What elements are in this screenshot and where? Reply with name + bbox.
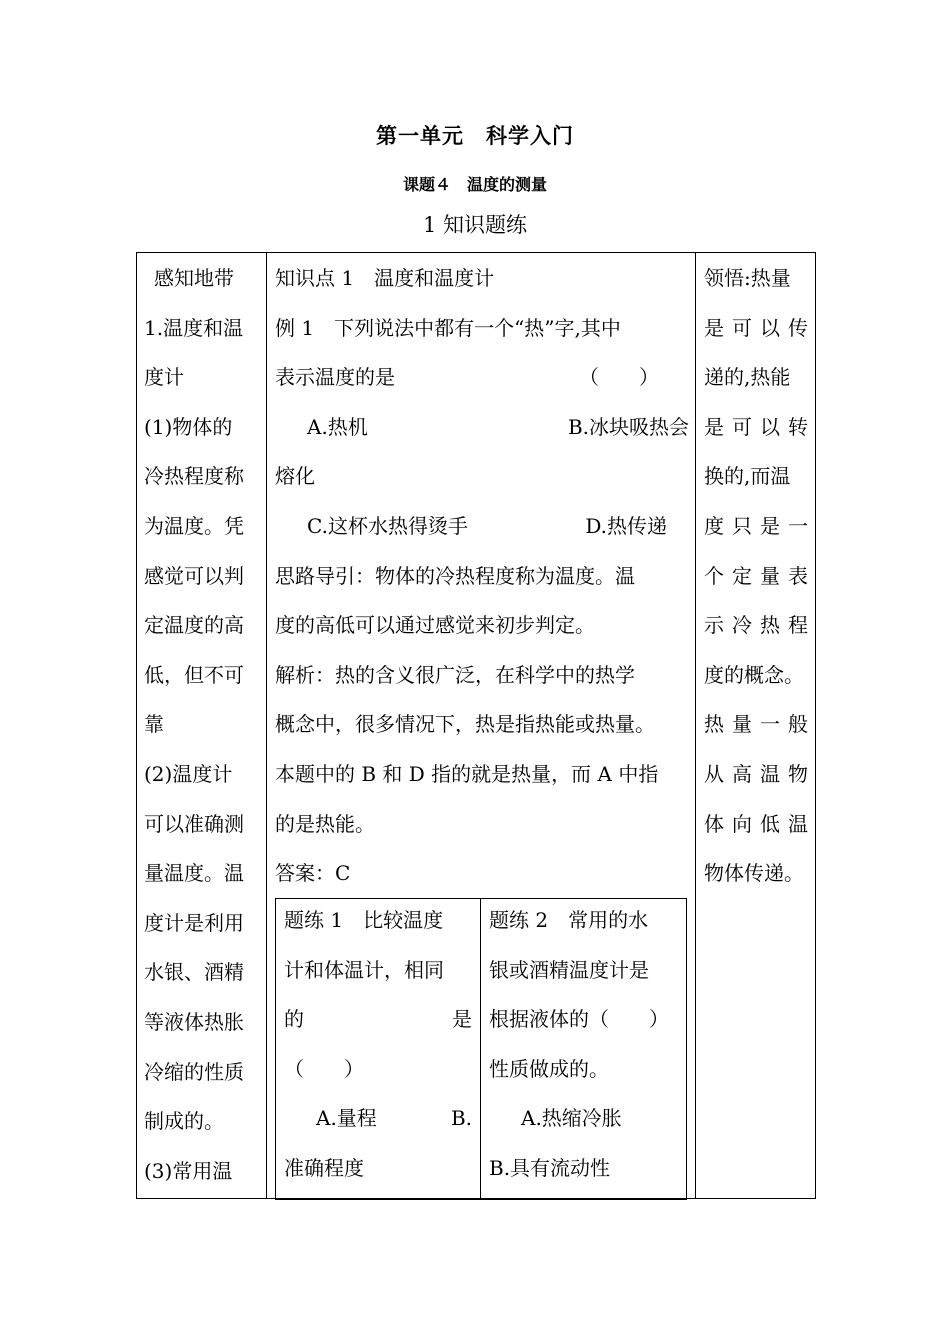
answer-blank: （ ） (579, 365, 659, 390)
exercise-1-options (284, 1094, 472, 1144)
right-line: 是 可 以 传 (704, 315, 808, 340)
example-question-text: 表示温度的是 (275, 365, 395, 390)
analysis-line: 本题中的 B 和 D 指的就是热量，而 A 中指 (275, 761, 659, 786)
left-line: 感觉可以判 (144, 563, 244, 588)
left-line: 冷缩的性质 (144, 1059, 244, 1084)
option-b-cont: 熔化 (275, 464, 315, 489)
unit-title: 第一单元 科学入门 (376, 124, 574, 148)
exercise-2-line: 题练 2 常用的水 (489, 908, 649, 932)
exercise-2-line: 性质做成的。 (489, 1056, 609, 1081)
column-divider-left (266, 252, 267, 1199)
right-line: 物体传递。 (704, 861, 804, 886)
answer-blank: （ ） (284, 1056, 364, 1081)
left-line: 度计是利用 (144, 910, 244, 935)
option-a: A.量程 (316, 1106, 377, 1131)
left-line: 可以准确测 (144, 811, 244, 836)
example-question-line2 (275, 353, 689, 403)
answer-line: 答案：C (275, 861, 351, 886)
knowledge-point-heading: 知识点 1 温度和温度计 (275, 266, 495, 290)
exercise-1-word: 是 (452, 1007, 472, 1032)
right-column (704, 254, 808, 899)
exercise-1-line: 计和体温计，相同 (284, 957, 444, 982)
option-c: C.这杯水热得烫手 (307, 513, 468, 538)
lesson-title: 课题４ 温度的测量 (402, 175, 547, 194)
exercise-2-line: 根据液体的（ ） (489, 1007, 669, 1032)
left-line: (3)常用温 (144, 1158, 233, 1183)
right-line: 递的,热能 (704, 365, 791, 390)
left-line: 定温度的高 (144, 613, 244, 638)
option-b: B. (450, 1106, 472, 1131)
hint-line: 度的高低可以通过感觉来初步判定。 (275, 613, 595, 638)
left-line: (1)物体的 (144, 414, 233, 439)
exercise-2 (489, 896, 679, 1194)
option-b: B.冰块吸热会 (567, 414, 689, 439)
left-line: 水银、酒精 (144, 960, 244, 985)
right-line: 体 向 低 温 (704, 811, 808, 836)
left-line: 靠 (144, 712, 164, 737)
exercise-2-line: 银或酒精温度计是 (489, 957, 649, 982)
right-line: 热 量 一 般 (704, 712, 808, 737)
exercise-1-word: 的 (284, 1007, 304, 1032)
options-ab (275, 403, 689, 453)
exercise-divider (480, 898, 481, 1200)
left-line: 为温度。凭 (144, 513, 244, 538)
right-line: 是 可 以 转 (704, 414, 808, 439)
left-line: 感知地带 (154, 266, 234, 290)
exercise-1-line: 准确程度 (284, 1155, 364, 1180)
left-line: 等液体热胀 (144, 1009, 244, 1034)
left-line: 量温度。温 (144, 861, 244, 886)
option-a: A.热机 (307, 414, 368, 439)
left-line: 度计 (144, 365, 184, 390)
option-b: B.具有流动性 (489, 1155, 611, 1180)
exercise-1 (284, 896, 472, 1194)
left-line: 1.温度和温 (144, 315, 244, 340)
right-line: 换的,而温 (704, 464, 791, 489)
right-line: 从 高 温 物 (704, 761, 808, 786)
column-divider-right (695, 252, 696, 1199)
left-column (144, 254, 260, 1196)
left-line: 低，但不可 (144, 662, 244, 687)
option-d: D.热传递 (585, 513, 667, 538)
left-line: 冷热程度称 (144, 464, 244, 489)
analysis-line: 解析：热的含义很广泛，在科学中的热学 (275, 662, 635, 687)
option-a: A.热缩冷胀 (521, 1106, 622, 1131)
middle-column (275, 254, 689, 899)
analysis-line: 概念中，很多情况下，热是指热能或热量。 (275, 712, 655, 737)
exercise-1-line (284, 995, 472, 1045)
right-line: 领悟:热量 (704, 266, 791, 290)
left-line: (2)温度计 (144, 761, 233, 786)
hint-line: 思路导引：物体的冷热程度称为温度。温 (275, 563, 635, 588)
analysis-line: 的是热能。 (275, 811, 375, 836)
options-cd (275, 502, 689, 552)
right-line: 示 冷 热 程 (704, 613, 808, 638)
exercise-1-line: 题练 1 比较温度 (284, 908, 444, 932)
right-line: 度的概念。 (704, 662, 804, 687)
section-title: 1 知识题练 (422, 213, 528, 237)
right-line: 度 只 是 一 (704, 513, 808, 538)
example-question: 例 1 下列说法中都有一个“热”字,其中 (275, 315, 621, 340)
right-line: 个 定 量 表 (704, 563, 808, 588)
left-line: 制成的。 (144, 1109, 224, 1134)
